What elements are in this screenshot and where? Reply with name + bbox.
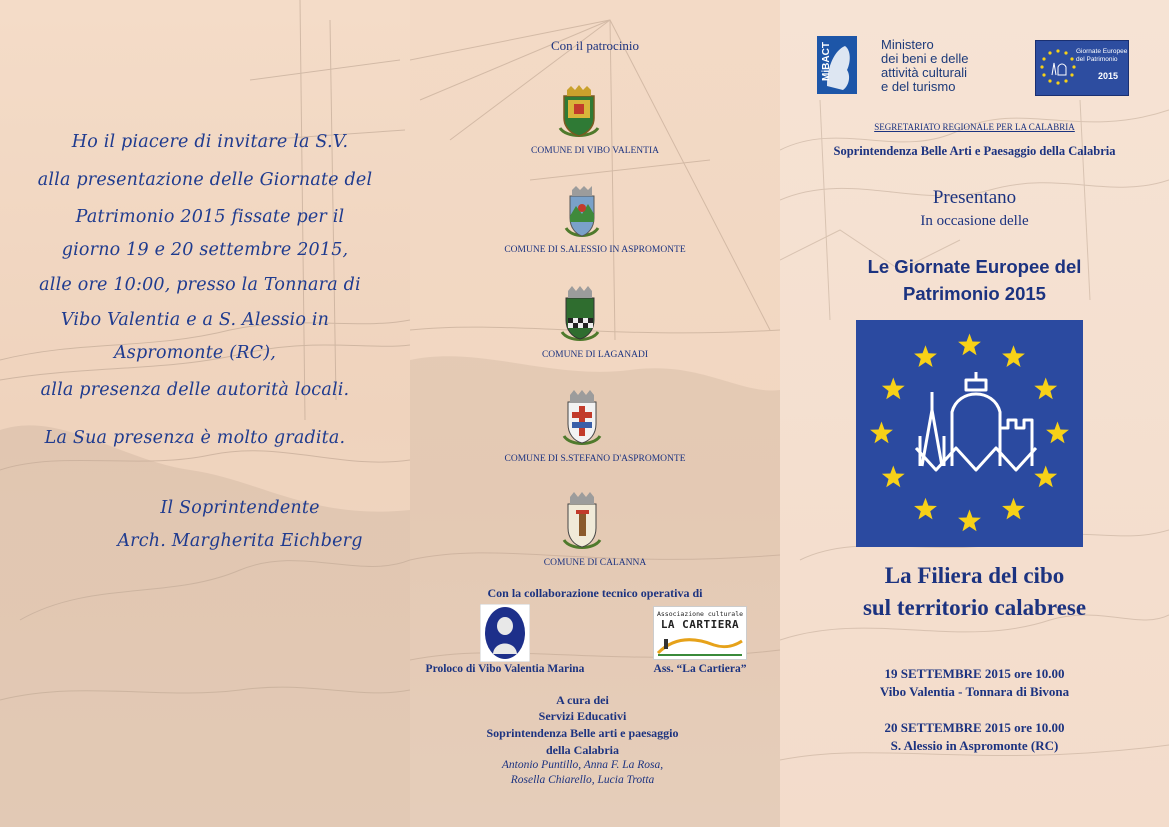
proloco-logo-icon	[480, 604, 530, 662]
signature-title: Il Soprintendente	[160, 498, 320, 518]
partner-label-proloco: Proloco di Vibo Valentia Marina	[425, 663, 585, 675]
occasion: In occasione delle	[920, 213, 1029, 229]
ministry-line-1: Ministero	[881, 37, 934, 52]
s-alessio-crest-icon	[562, 182, 602, 240]
invitation-line-4: giorno 19 e 20 settembre 2015,	[61, 240, 349, 260]
date-2-where: S. Alessio in Aspromonte (RC)	[890, 738, 1059, 753]
cartiera-logo-line1: Associazione culturale	[656, 610, 744, 618]
mibact-logo-icon	[817, 36, 857, 94]
signature-name: Arch. Margherita Eichberg	[117, 531, 363, 551]
partner-label-cartiera: Ass. “La Cartiera”	[653, 663, 747, 675]
invitation-line-6: Vibo Valentia e a S. Alessio in	[60, 310, 330, 330]
ministry-name	[881, 38, 968, 94]
credits-names-2: Rosella Chiarello, Lucia Trotta	[510, 774, 655, 786]
municipality-label-4: COMUNE DI S.STEFANO D'ASPROMONTE	[504, 454, 686, 464]
gep-badge	[1035, 40, 1129, 96]
invitation-line-5: alle ore 10:00, presso la Tonnara di	[39, 275, 361, 295]
presentano: Presentano	[932, 187, 1017, 208]
ministry-line-3: attività culturali	[881, 65, 967, 80]
event-title-line-2: Patrimonio 2015	[903, 283, 1046, 304]
laganadi-crest-icon	[558, 282, 602, 344]
ministry-line-2: dei beni e delle	[881, 51, 969, 66]
s-stefano-crest-icon	[560, 386, 604, 448]
event-panel	[780, 0, 1169, 827]
cartiera-hills-icon	[654, 631, 746, 657]
cartiera-logo-line2: LA CARTIERA	[660, 618, 740, 631]
secretariat: SEGRETARIATO REGIONALE PER LA CALABRIA	[874, 122, 1075, 132]
invitation-line-1: Ho il piacere di invitare la S.V.	[71, 132, 349, 152]
event-title-line-1: Le Giornate Europee del	[867, 256, 1082, 277]
credits-names-1: Antonio Puntillo, Anna F. La Rosa,	[501, 759, 664, 771]
invitation-line-3: Patrimonio 2015 fissate per il	[75, 207, 345, 227]
soprintendenza-name: Soprintendenza Belle Arti e Paesaggio della Calabria	[833, 144, 1116, 158]
gep-badge-year: 2015	[1098, 71, 1119, 81]
subtitle-line-2: sul territorio calabrese	[862, 595, 1087, 620]
ministry-line-4: e del turismo	[881, 79, 956, 94]
gep-badge-line1: Giornate Europee	[1076, 48, 1128, 55]
date-1-where: Vibo Valentia - Tonnara di Bivona	[879, 684, 1070, 699]
calanna-crest-icon	[560, 488, 604, 552]
invitation-panel	[0, 0, 410, 827]
mibact-mark: MiBACT	[820, 42, 832, 81]
subtitle-line-1: La Filiera del cibo	[884, 563, 1065, 588]
la-cartiera-logo	[653, 606, 747, 660]
credits-heading-4: della Calabria	[545, 743, 619, 757]
credits-heading-2: Servizi Educativi	[538, 709, 627, 723]
gep-badge-stars-icon	[1038, 47, 1078, 87]
gep-badge-text	[1076, 48, 1127, 64]
municipality-label-5: COMUNE DI CALANNA	[543, 558, 647, 568]
collaboration-heading: Con la collaborazione tecnico operativa di	[487, 586, 703, 600]
municipality-label-1: COMUNE DI VIBO VALENTIA	[531, 146, 659, 156]
municipality-label-2: COMUNE DI S.ALESSIO IN ASPROMONTE	[504, 245, 686, 255]
credits-heading-3: Soprintendenza Belle arti e paesaggio	[486, 726, 679, 740]
date-2-when: 20 SETTEMBRE 2015 ore 10.00	[884, 720, 1065, 735]
invitation-closing: La Sua presenza è molto gradita.	[44, 428, 346, 448]
municipality-label-3: COMUNE DI LAGANADI	[541, 350, 649, 360]
patronage-heading: Con il patrocinio	[550, 38, 640, 53]
invitation-line-2: alla presentazione delle Giornate del	[37, 170, 373, 190]
patronage-panel	[410, 0, 780, 827]
gep-badge-line2: del Patrimonio	[1076, 56, 1118, 63]
european-heritage-days-logo-icon	[856, 320, 1083, 547]
invitation-line-8: alla presenza delle autorità locali.	[40, 380, 350, 400]
vibo-valentia-crest-icon	[556, 84, 602, 140]
credits-heading-1: A cura dei	[556, 693, 609, 707]
invitation-line-7: Aspromonte (RC),	[113, 343, 277, 363]
date-1-when: 19 SETTEMBRE 2015 ore 10.00	[884, 666, 1065, 681]
background-etching	[0, 0, 410, 827]
